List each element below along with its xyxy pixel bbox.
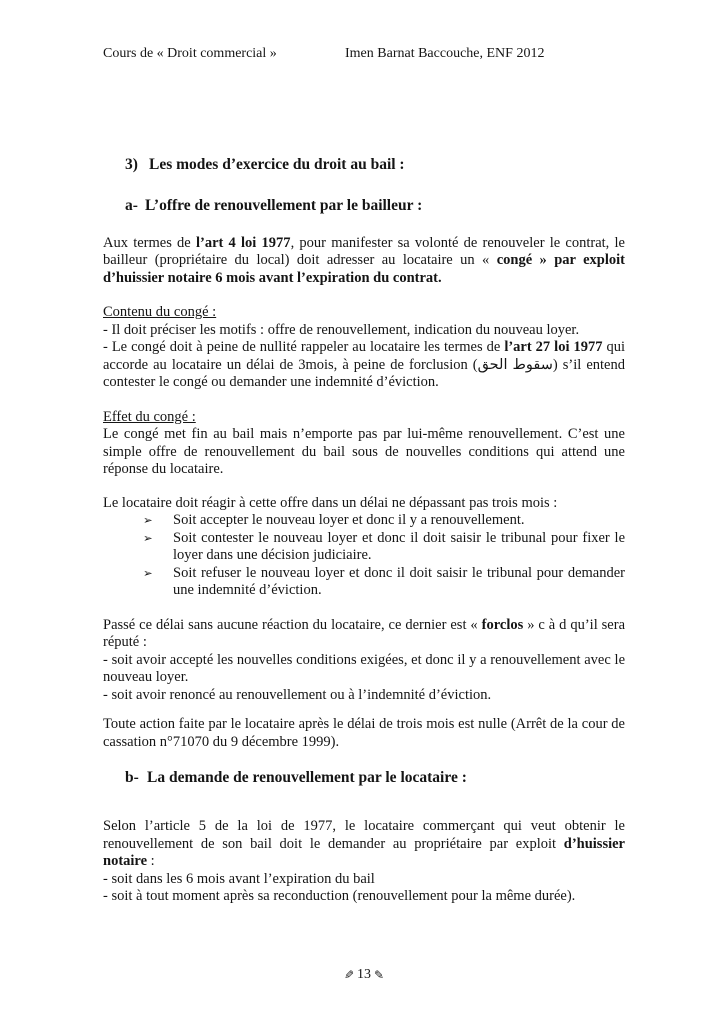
list-item [103, 565, 625, 600]
section-contenu-du-conge [103, 304, 625, 392]
subsection-heading-a [125, 196, 625, 216]
contenu-item-2: - Le congé doit à peine de nullité rappeler au locataire les termes de l’art 27 loi 1977 qui accorde au locataire un délai de 3mois, à peine de forclusion (سقوط الحق) s’il entend contester le congé ou demander une indemnité d’éviction. [103, 339, 626, 390]
reaction-intro: Le locataire doit réagir à cette offre dans un délai ne dépassant pas trois mois : [103, 494, 558, 511]
section-forclusion [103, 617, 625, 705]
contenu-item-1: - Il doit préciser les motifs : offre de renouvellement, indication du nouveau loyer. [103, 321, 580, 338]
bullet-text: Soit refuser le nouveau loyer et donc il doit saisir le tribunal pour demander une indemnité d’éviction. [173, 564, 625, 598]
paragraph-offre-renouvellement: Aux termes de l’art 4 loi 1977, pour manifester sa volonté de renouveler le contrat, le bailleur (propriétaire du local) doit adresser au locataire un « congé » par exploit d’huissier notaire 6 mois avant l’expiration du contrat. [103, 234, 625, 286]
selon-item-2: - soit à tout moment après sa reconduction (renouvellement pour la même durée). [103, 888, 576, 904]
bullet-text: Soit accepter le nouveau loyer et donc il y a renouvellement. [173, 512, 525, 528]
section-effet-du-conge [103, 409, 625, 479]
section-number: 3) [125, 155, 138, 173]
subsection-letter: a- [125, 196, 138, 214]
page-header [103, 0, 625, 63]
subsection-letter: b- [125, 769, 139, 786]
section-heading-text: Les modes d’exercice du droit au bail : [149, 155, 405, 173]
subsection-heading-text: La demande de renouvellement par le locataire : [147, 769, 467, 786]
page-footer [0, 966, 728, 984]
arrow-bullet-icon: ➢ [143, 565, 153, 580]
author-credit: Imen Barnat Baccouche, ENF 2012 [345, 46, 545, 61]
course-title: Cours de « Droit commercial » [103, 46, 277, 61]
section-heading-3 [125, 155, 625, 175]
selon-paragraph: Selon l’article 5 de la loi de 1977, le locataire commerçant qui veut obtenir le renouvellement de son bail doit le demander au propriétaire par exploit d’huissier notaire : [103, 818, 625, 869]
page-number: 13 [357, 967, 371, 982]
bullet-text: Soit contester le nouveau loyer et donc il doit saisir le tribunal pour fixer le loyer dans une décision judiciaire. [173, 529, 625, 563]
effet-paragraph: Le congé met fin au bail mais n’emporte pas par lui-même renouvellement. C’est une simple offre de renouvellement du bail sous de nouvelles conditions qui attend une réponse du locataire. [103, 426, 625, 477]
section-reaction-locataire [103, 495, 625, 600]
list-item [103, 530, 625, 565]
contenu-title: Contenu du congé : [103, 304, 217, 320]
paragraph-toute-action: Toute action faite par le locataire après le délai de trois mois est nulle (Arrêt de la cour de cassation n°71070 du 9 décembre 1999). [103, 716, 625, 750]
effet-title: Effet du congé : [103, 408, 196, 425]
passe-item-2: - soit avoir renoncé au renouvellement ou à l’indemnité d’éviction. [103, 686, 492, 703]
pen-ornament-icon: ✎ [374, 967, 385, 982]
passe-item-1: - soit avoir accepté les nouvelles conditions exigées, et donc il y a renouvellement avec le nouveau loyer. [103, 651, 625, 685]
subsection-heading-text: L’offre de renouvellement par le bailleur : [145, 196, 423, 214]
pen-ornament-icon: ✎ [343, 967, 354, 982]
arrow-bullet-icon: ➢ [143, 530, 153, 545]
passe-paragraph: Passé ce délai sans aucune réaction du locataire, ce dernier est « forclos » c à d qu’il sera réputé : [103, 616, 626, 650]
arrow-bullet-icon: ➢ [143, 513, 153, 527]
selon-item-1: - soit dans les 6 mois avant l’expiration du bail [103, 870, 375, 887]
section-demande-locataire [103, 818, 625, 906]
subsection-heading-b [125, 768, 625, 788]
list-item [103, 512, 625, 530]
